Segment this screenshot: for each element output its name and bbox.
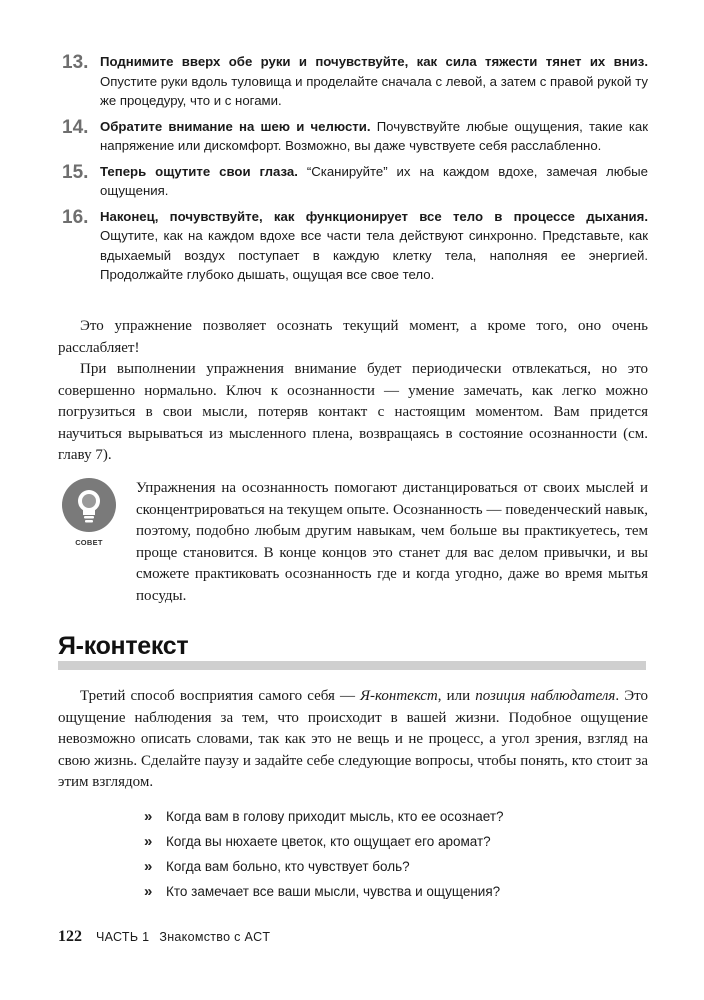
page-number: 122 (58, 928, 82, 945)
step-item (62, 207, 648, 285)
step-body (100, 52, 648, 111)
question-list (136, 804, 646, 904)
list-item-text: Кто замечает все ваши мысли, чувства и ощущения? (166, 884, 501, 899)
intro-text: Третий способ восприятия самого себя — (80, 688, 361, 704)
list-item-text: Когда вы нюхаете цветок, кто ощущает его аромат? (166, 834, 491, 849)
part-label: ЧАСТЬ 1 (96, 930, 150, 944)
tip-label: СОВЕТ (75, 538, 103, 547)
list-item (136, 829, 646, 854)
numbered-steps-list (62, 52, 648, 291)
step-number: 15. (62, 161, 89, 183)
page-footer (58, 928, 270, 946)
intro-emphasis: Я-контекст (360, 688, 438, 704)
step-item (62, 162, 648, 201)
step-text: Ощутите, как на каждом вдохе все части тела действуют синхронно. Представьте, как вдыхаемый воздух поступает в каждую клетку тела, наполняя ее энергией. Продолжайте глубоко дышать, ощущая все свое тело. (100, 228, 648, 282)
list-item (136, 879, 646, 904)
body-paragraph: Это упражнение позволяет осознать текущий момент, а кроме того, оно очень расслабляет! (58, 318, 648, 356)
step-title: Обратите внимание на шею и челюсти. (100, 118, 371, 134)
bullet-marker: » (144, 833, 153, 850)
list-item (136, 854, 646, 879)
list-item-text: Когда вам больно, кто чувствует боль? (166, 859, 410, 874)
intro-text: , или (437, 688, 476, 704)
step-text: Почувствуйте любые ощущения, такие как напряжение или дискомфорт. Возможно, вы даже чувствуете себя расслабленно. (100, 118, 648, 153)
list-item-text: Когда вам в голову приходит мысль, кто ее осознает? (166, 809, 504, 824)
step-item (62, 52, 648, 111)
step-title: Наконец, почувствуйте, как функционирует все тело в процессе дыхания. (100, 208, 648, 224)
bullet-marker: » (144, 808, 153, 825)
section-divider (58, 661, 646, 670)
list-item (136, 804, 646, 829)
bullet-marker: » (144, 883, 153, 900)
step-body (100, 117, 648, 156)
step-title: Поднимите вверх обе руки и почувствуйте, как сила тяжести тянет их вниз. (100, 54, 648, 69)
step-body (100, 207, 648, 285)
step-number: 16. (62, 206, 89, 228)
step-number: 14. (62, 116, 89, 138)
step-title: Теперь ощутите свои глаза. (100, 163, 298, 179)
body-paragraph: При выполнении упражнения внимание будет периодически отвлекаться, но это совершенно нормально. Ключ к осознанности — умение замечать, как легко можно погрузиться в свои мысли, потеряв контакт с настоящим моментом. Вам придется научиться вырываться из мысленного плена, возвращаясь в состояние осознанности (см. главу 7). (58, 361, 648, 463)
intro-emphasis: позиция наблюдателя (475, 688, 616, 704)
tip-text: Упражнения на осознанность помогают дистанцироваться от своих мыслей и сконцентрироваться на текущем опыте. Осознанность — поведенческий навык, поэтому, подобно любым другим навыкам, чем больше вы практикуетесь, тем проще становится. В конце концов это станет для вас делом привычки, и вы сможете практиковать осознанность где и когда угодно, даже во время мытья посуды. (136, 480, 648, 604)
step-text: Опустите руки вдоль туловища и проделайте сначала с левой, а затем с правой рукой ту же процедуру, что и с ногами. (100, 73, 648, 108)
step-item (62, 117, 648, 156)
section-title: Я-контекст (58, 632, 189, 660)
section-intro-paragraph (58, 686, 648, 794)
part-title: Знакомство с ACT (159, 930, 271, 944)
intro-text: . Это ощущение наблюдения за тем, что происходит в вашей жизни. Подобное ощущение невозможно описать словами, так как это не вещь и не процесс, а угол зрения, взгляд на свою жизнь. Сделайте паузу и задайте себе следующие вопросы, чтобы понять, кто стоит за этим взглядом. (58, 688, 649, 790)
step-body (100, 162, 648, 201)
step-number: 13. (62, 52, 89, 73)
lightbulb-icon (62, 478, 116, 532)
bullet-marker: » (144, 858, 153, 875)
step-text: “Сканируйте” их на каждом вдохе, замечая любые ощущения. (100, 163, 648, 198)
